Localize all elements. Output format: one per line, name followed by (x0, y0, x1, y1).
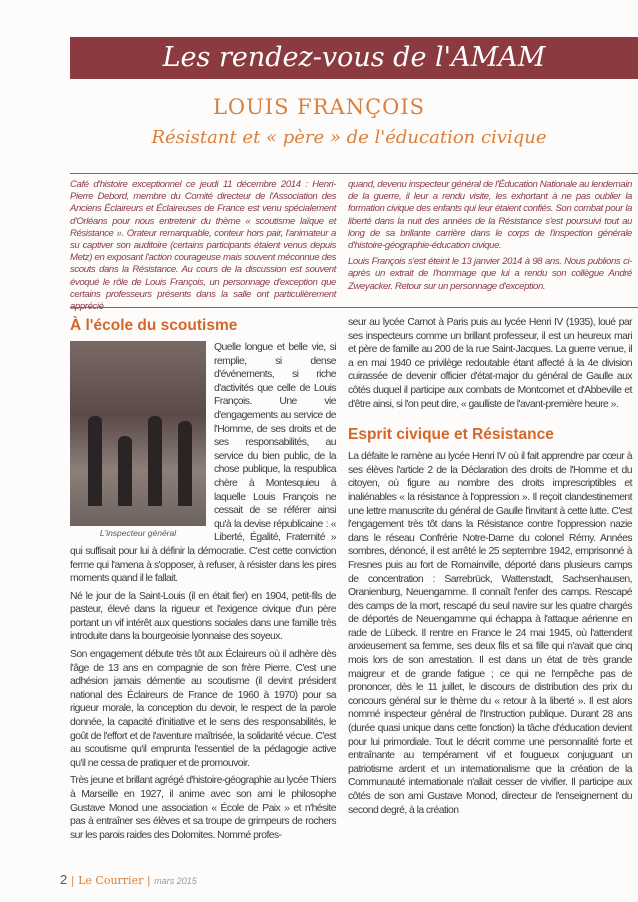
intro-right (348, 179, 632, 297)
issue-date: mars 2015 (154, 876, 197, 886)
intro-paragraph: Louis François s'est éteint le 13 janvier 2014 à 98 ans. Nous publions ci-après un extrait de l'hommage que lui a rendu son collègue André Zweyacker. Retour sur un personnage d'exception. (348, 256, 632, 292)
left-column (70, 316, 336, 846)
photo-caption: L'inspecteur général (99, 528, 177, 538)
paragraph: Son engagement débute très tôt aux Éclaireurs où il adhère dès l'âge de 13 ans en compagnie de son frère Pierre. C'est une adhésion jamais démentie au scoutisme (il devint président national des Éclaireurs de France de 1960 à 1970) pour sa rigueur morale, la conception du devoir, le respect de la parole donnée, la capacité d'initiative et le sens des responsabilités, le goût de l'effort et de l'aventure maîtrisée, la solidarité vécue. C'est au scoutisme qu'il emprunta l'essentiel de la pédagogie active qu'il ne cessa de pratiquer et de promouvoir. (70, 649, 336, 769)
intro-paragraph: Café d'histoire exceptionnel ce jeudi 11 décembre 2014 : Henri-Pierre Debord, membre du Comité directeur de l'Association des Anciens Éclaireurs et Éclaireuses de France est venu spécialement d'Orléans pour nous entretenir du thème « scoutisme laïque et Résistance ». Orateur remarquable, conteur hors pair, l'animateur a su captiver son auditoire (certains participants étaient venus depuis Metz) en exposant l'action courageuse mais souvent méconnue des scouts dans la Résistance. Au cours de la discussion est souvent évoqué le rôle de Louis François, un personnage d'exception que certains professeurs présents dans la salle ont particulièrement (70, 179, 336, 300)
photo-inspecteur (70, 341, 206, 526)
intro-paragraph: quand, devenu inspecteur général de l'Éducation Nationale au lendemain de la guerre, il leur a rendu visite, les exhortant à ne pas oublier la formation civique des enfants qui leur étaient confiés. Son combat pour la liberté dans la nuit des années de la Résistance s'est poursuivi tout au long de sa brillante carrière dans le corps de l'inspection générale d'histoire-géographie-éducation civique. (348, 179, 632, 252)
page-number: 2 (60, 872, 68, 887)
paragraph: La défaite le ramène au lycée Henri IV où il fait apprendre par cœur à ses élèves l'article 2 de la Déclaration des droits de l'Homme et du citoyen, où figure au nombre des droits imprescriptibles et inaliénables « la résistance à l'oppression ». Il reçoit clandestinement une lettre manuscrite du général de Gaulle l'invitant à cette lutte. C'est l'engagement très tôt dans la Résistance contre l'oppression nazie dans le réseau Confrérie Notre-Dame du colonel Rémy. Années sombres, dénoncé, il est arrêté le 25 septembre 1942, emprisonné à Fresnes puis au fort de Romainville, déporté dans plusieurs camps de concentration : Sarrebrück, Wattenstadt, Sachsenhausen, Oranienburg, Neuengamme. Il connaît l'enfer des camps. Rescapé des camps de la mort, rescapé du seul navire sur les quatre chargés de déportés de Neuengamme qui échappa à l'attaque aérienne en rade de Lübeck. Il rentre en France le 24 mai 1945, où l'attendent anxieusement sa femme, ses deux fils et sa fille qui n'avait que cinq mois lors de son arrestation. Il est dans un état de très grande maigreur et de grande fatigue ; ce qui ne l'empêche pas de prononcer, dès le 11 juillet, le discours de distribution des prix du concours général sur le thème du « retour à la liberté ». Il est alors nommé inspecteur général de l'Instruction publique. Durant 28 ans (durée quasi unique dans cette fonction) la tâche d'éducation devient pour lui primordiale. Tout le décrit comme une personnalité forte et entraînante au tempérament vif et fougueux conjuguant un patriotisme ardent et un internationalisme que la création de la Communauté internationale n'allait cesser de vivifier. Il participe aux côtés de son ami Gustave Monod, directeur de l'enseignement du second degré, à la création (348, 451, 632, 816)
page-footer: 2 | Le Courrier | mars 2015 (60, 872, 197, 887)
article-subtitle: Résistant et « père » de l'éducation civique (151, 127, 547, 148)
paragraph: Né le jour de la Saint-Louis (il en était fier) en 1904, petit-fils de pasteur, élevé dans la rigueur et l'exigence civique d'un père portant un vif intérêt aux questions sociales dans une famille très introduite dans la bourgeoisie lyonnaise des soyeux. (70, 590, 336, 643)
divider (70, 173, 638, 174)
intro-left (70, 179, 336, 317)
section-heading: À l'école du scoutisme (70, 317, 238, 334)
magazine-logo: Le Courrier (78, 874, 144, 887)
article-title: LOUIS FRANÇOIS (212, 95, 426, 119)
right-column (348, 316, 632, 821)
paragraph: Très jeune et brillant agrégé d'histoire-géographie au lycée Thiers à Marseille en 1927, il anime avec son ami le philosophe Gustave Monod une association « École de Paix » et n'hésite pas à entraîner ses élèves et sa troupe de grimpeurs de rochers sur les parois raides des Dolomites. Nommé profes- (70, 775, 336, 841)
section-heading: Esprit civique et Résistance (348, 426, 554, 444)
paragraph: Quelle longue et belle vie, si remplie, si dense d'événements, si riche d'activités que celle de Louis François. Une vie d'engagements au service de l'Homme, de ses droits et de ses responsabilités, au service du bien public, de la chose publique, la respublica chère à Montesquieu à laquelle Louis François ne cessait de se référer ainsi qu'à la devise républicaine : « Liberté, Égalité, Fraternité » qui suffisait pour lui à définir la démocratie. C'est cette conviction ferme qui l'amena à s'opposer, à refuser, à résister dans les pires moments quand il le fallait. (70, 342, 336, 585)
divider (70, 307, 638, 308)
section-banner: Les rendez-vous de l'AMAM (70, 37, 638, 79)
paragraph: seur au lycée Carnot à Paris puis au lycée Henri IV (1935), loué par ses inspecteurs comme un brillant professeur, il est un heureux mari et père de famille au 200 de la rue Saint-Jacques. La guerre venue, il a en mai 1940 ce privilège redoutable étant affecté à la 4e division cuirassée de devenir officier d'état-major du général de Gaulle aux côtés duquel il participe aux combats de Montcornet et d'Abbeville et d'être ainsi, si l'on peut dire, « gaulliste de l'avant-première heure ». (348, 317, 632, 410)
